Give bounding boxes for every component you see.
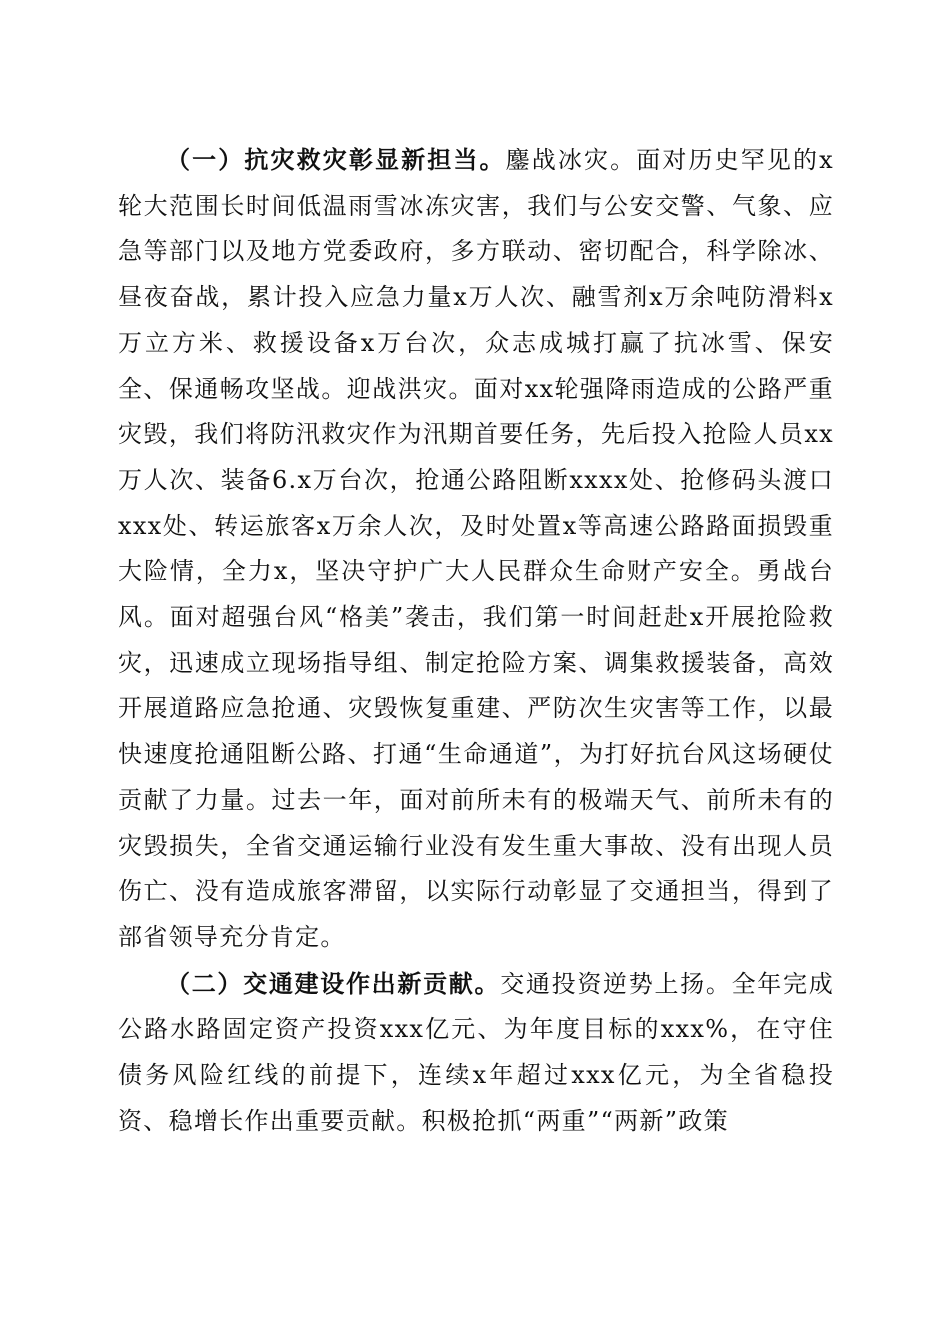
paragraph-2-text: 交通投资逆势上扬。全年完成公路水路固定资产投资xxx亿元、为年度目标的xxx%，在守住债务风险红线的前提下，连续x年超过xxx亿元，为全省稳投资、稳增长作出重要贡献。积极抢抓“两重”“两新”政策 — [118, 969, 834, 1135]
paragraph-2 — [118, 961, 834, 1145]
paragraph-1 — [118, 137, 834, 961]
section-heading-1: （一）抗灾救灾彰显新担当。 — [166, 145, 506, 174]
document-body — [118, 137, 834, 1144]
section-heading-2: （二）交通建设作出新贡献。 — [166, 968, 501, 998]
paragraph-1-text: 鏖战冰灾。面对历史罕见的x轮大范围长时间低温雨雪冰冻灾害，我们与公安交警、气象、应急等部门以及地方党委政府，多方联动、密切配合，科学除冰、昼夜奋战，累计投入应急力量x万人次、融雪剂x万余吨防滑料x万立方米、救援设备x万台次，众志成城打赢了抗冰雪、保安全、保通畅攻坚战。迎战洪灾。面对xx轮强降雨造成的公路严重灾毁，我们将防汛救灾作为汛期首要任务，先后投入抢险人员xx万人次、装备6.x万台次，抢通公路阻断xxxx处、抢修码头渡口xxx处、转运旅客x万余人次，及时处置x等高速公路路面损毁重大险情，全力x，坚决守护广大人民群众生命财产安全。勇战台风。面对超强台风“格美”袭击，我们第一时间赶赴x开展抢险救灾，迅速成立现场指导组、制定抢险方案、调集救援装备，高效开展道路应急抢通、灾毁恢复重建、严防次生灾害等工作，以最快速度抢通阻断公路、打通“生命通道”，为打好抗台风这场硬仗贡献了力量。过去一年，面对前所未有的极端天气、前所未有的灾毁损失，全省交通运输行业没有发生重大事故、没有出现人员伤亡、没有造成旅客滞留，以实际行动彰显了交通担当，得到了部省领导充分肯定。 — [118, 146, 834, 951]
